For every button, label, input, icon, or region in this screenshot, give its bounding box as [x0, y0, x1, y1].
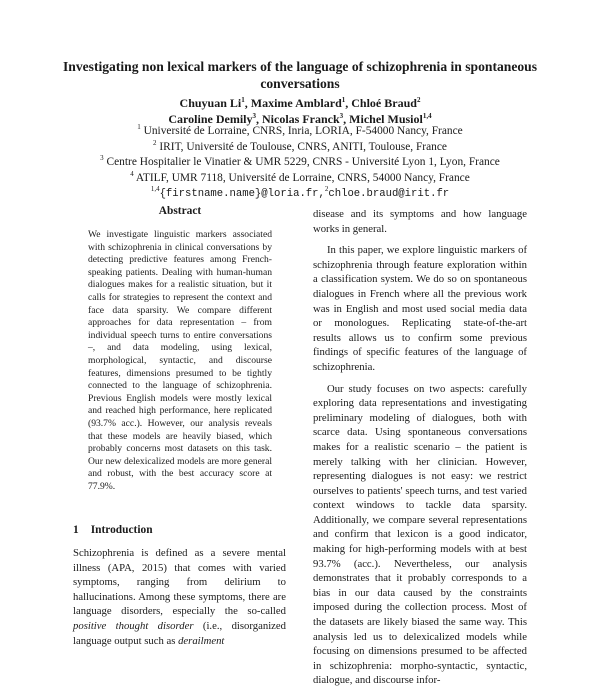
body-paragraph: disease and its symptoms and how language works in general.: [313, 208, 527, 235]
intro-text: [73, 546, 286, 648]
author-affil-marker: 1,4: [422, 112, 432, 120]
author-line-2: Caroline Demily$^3$, Nicolas Franck$^3$, Michel Musiol$^{1,4}$: [168, 112, 432, 126]
affiliation: [40, 140, 560, 156]
author-affil-marker: 2: [416, 96, 421, 104]
author-line-1: Chuyuan Li$^1$, Maxime Amblard$^1$, Chloé Braud$^2$: [179, 96, 421, 110]
intro-italic-term: derailment: [178, 634, 225, 647]
email-marker: 1,4: [150, 185, 160, 194]
affiliation-text: Centre Hospitalier le Vinatier & UMR 5229, CNRS - Université Lyon 1, Lyon, France: [106, 156, 500, 168]
affiliation-text: Université de Lorraine, CNRS, Inria, LORIA, F-54000 Nancy, France: [143, 125, 463, 137]
intro-paragraph: [73, 546, 286, 648]
right-column: [313, 207, 527, 695]
email-line: [40, 186, 560, 203]
author-list: [60, 95, 540, 127]
affiliation: [40, 155, 560, 171]
body-paragraph: Our study focuses on two aspects: carefully exploring data representations and investigating preliminary modeling of dialogues, both with scarce data. Using spontaneous conversations makes for a realistic scenario – the patient is merely talking with her clinician. However, representing dialogues is not easy: we restrict ourselves to patients' speech turns, and test varied context windows to tackle data sparsity. Additionally, we compare several representations and confirm that lexicon is a good indicator, making for high-performing models with at best 93.7% (acc.). Nevertheless, our analysis demonstrates that it probably corresponds to a bias in our data caused by the constraints imposed during the collection process. Most of the datasets are likely biased the same way. This analysis led us to delexicalized models while focusing on dimensions presumed to be affected in schizophrenia: morpho-syntactic, syntactic, dialogue, and discourse infor-: [313, 382, 527, 687]
abstract-text: We investigate linguistic markers associated with schizophrenia in clinical conversations by detecting predictive features among French-speaking patients. Dealing with human-human dialogues makes for a realistic situation, but it calls for strategies to represent the context and face data sparsity. We compare different approaches for data representation – from individual speech turns to entire conversations –, and data modeling, using lexical, morphological, syntactic, and discourse features, dimensions presumed to be tightly connected to the language of schizophrenia. Previous English models were mostly lexical and reached high performance, here replicated (93.7% acc.). However, our analysis reveals that these models are heavily biased, which probably concerns most datasets on this task. Our new delexicalized models are more general and robust, with the best accuracy score at 77.9%.: [88, 229, 272, 492]
paper-title: Investigating non lexical markers of the language of schizophrenia in spontaneous conversations: [62, 59, 538, 91]
author-affil-marker: 3: [252, 112, 256, 120]
email-address[interactable]: chloe.braud@irit.fr: [328, 188, 450, 200]
author-affil-marker: 1: [241, 96, 245, 104]
abstract-body: [88, 229, 272, 493]
affiliation: [40, 124, 560, 140]
author-affil-marker: 3: [339, 112, 344, 120]
affiliation-marker: 2: [153, 138, 157, 147]
affiliation-marker: 3: [100, 154, 104, 163]
body-paragraph: In this paper, we explore linguistic markers of schizophrenia through feature exploration within a classification system. We do so on spontaneous dialogues in French where all the previous work was in English and most used social media data or monologues. Replicating state-of-the-art results allows us to confirm some previous findings of specific features of the language of schizophrenia.: [313, 244, 527, 373]
affiliation: [40, 171, 560, 187]
intro-text-part: Schizophrenia is defined as a severe mental illness (APA, 2015) that comes with varied symptoms, ranging from delirium to hallucinations. Among these symptoms, there are language disorders, especially the so-called: [73, 547, 286, 618]
affiliation-text: ATILF, UMR 7118, Université de Lorraine, CNRS, 54000 Nancy, France: [135, 171, 470, 184]
author-name: Nicolas Franck: [262, 112, 340, 126]
intro-text-part: (i.e., disorganized language output such as: [73, 619, 286, 647]
author-name: Chloé Braud: [351, 96, 417, 110]
email-marker: 2: [324, 185, 329, 194]
section-title: Introduction: [90, 524, 153, 536]
author-name: Chuyuan Li: [179, 96, 242, 110]
author-affil-marker: 1: [341, 96, 346, 104]
section-heading: [73, 524, 153, 536]
affiliation-text: IRIT, Université de Toulouse, CNRS, ANITI, Toulouse, France: [159, 140, 447, 153]
affiliation-marker: 1: [137, 123, 141, 132]
affiliation-marker: 4: [130, 169, 134, 178]
affiliation-list: [40, 124, 560, 203]
section-number: 1: [73, 524, 79, 536]
email-address[interactable]: {firstname.name}@loria.fr,: [159, 188, 325, 200]
author-name: Caroline Demily: [168, 112, 253, 126]
author-name: Maxime Amblard: [250, 96, 342, 110]
author-name: Michel Musiol: [349, 112, 423, 126]
intro-italic-term: positive thought disorder: [73, 619, 194, 632]
abstract-heading: Abstract: [158, 205, 202, 217]
